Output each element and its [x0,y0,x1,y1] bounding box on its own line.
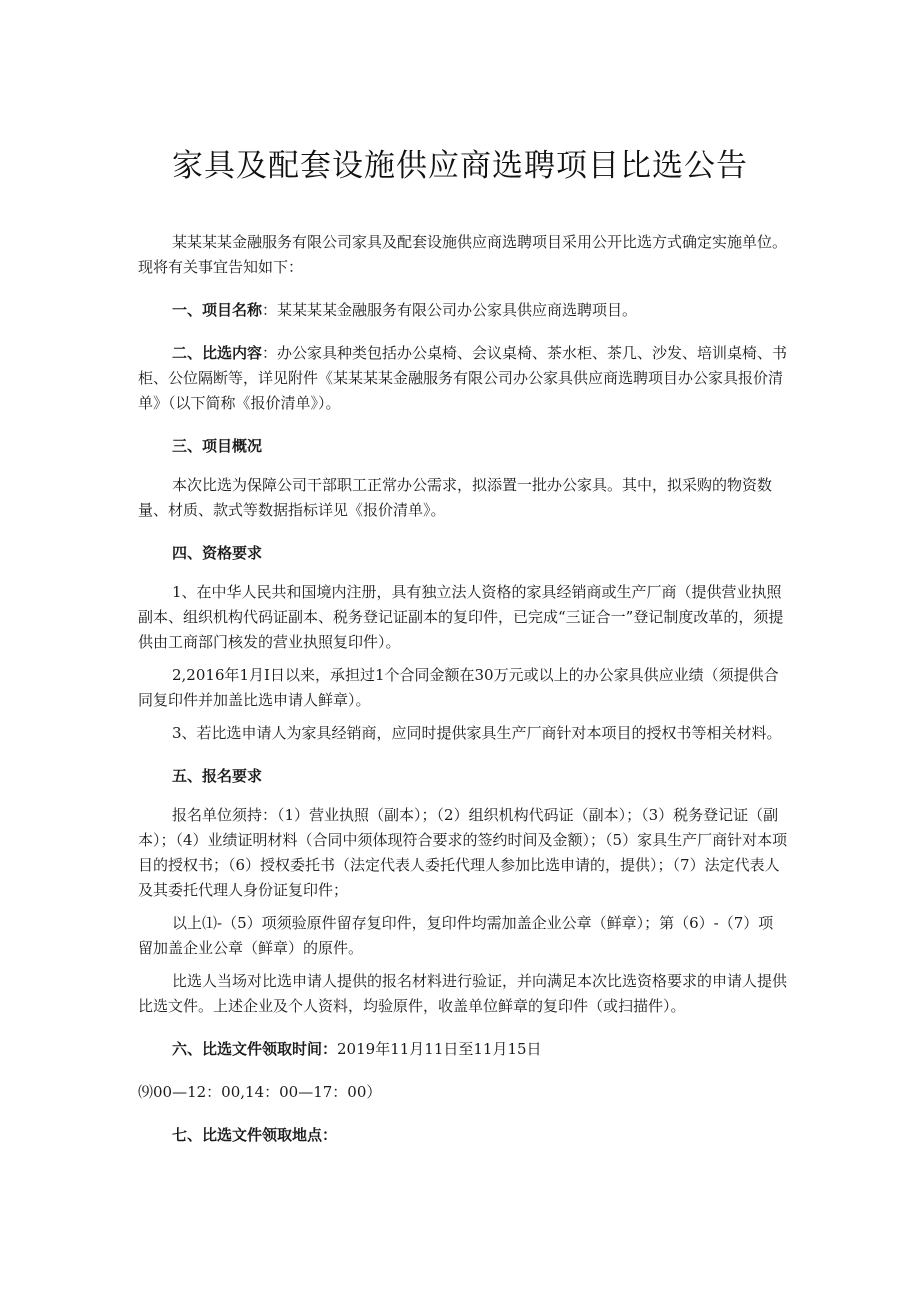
section-qualification-heading-text: 四、资格要求 [172,544,263,562]
section-project-name-text: ：某某某某金融服务有限公司办公家具供应商选聘项目。 [262,301,638,319]
section-project-name [138,298,788,323]
section-collection-time-label: 六、比选文件领取时间： [172,1040,338,1058]
section-overview-heading [138,434,788,459]
qualification-item-2: 2,2016年1月I日以来，承担过1个合同金额在30万元或以上的办公家具供应业绩（须提供合同复印件并加盖比选申请人鲜章）。 [138,666,779,709]
registration-paragraph-2: 以上⑴-（5）项须验原件留存复印件，复印件均需加盖企业公章（鲜章）；第（6）-（7）项留加盖企业公章（鲜章）的原件。 [138,914,774,957]
section-project-name-label: 一、项目名称 [172,301,263,319]
document-body [138,230,788,1148]
section-collection-place [138,1123,788,1148]
intro-paragraph: 某某某某金融服务有限公司家具及配套设施供应商选聘项目采用公开比选方式确定实施单位。现将有关事宜告知如下： [138,233,788,276]
registration-paragraph-3: 比选人当场对比选申请人提供的报名材料进行验证，并向满足本次比选资格要求的申请人提供比选文件。上述企业及个人资料，均验原件，收盖单位鲜章的复印件（或扫描件）。 [138,972,788,1015]
section-registration-heading [138,764,788,789]
collection-time-hours: ⑼00—12：00,14：00—17：00） [138,1083,382,1101]
section-selection-content-text: ：办公家具种类包括办公桌椅、会议桌椅、茶水柜、茶几、沙发、培训桌椅、书柜、公位隔断等，详见附件《某某某某金融服务有限公司办公家具供应商选聘项目办公家具报价清单》（以下简称《报价清单》）。 [138,344,788,412]
section-collection-time [138,1037,788,1062]
section-registration-heading-text: 五、报名要求 [172,767,263,785]
section-collection-place-label: 七、比选文件领取地点： [172,1126,338,1144]
registration-paragraph-1: 报名单位须持：（1）营业执照（副本）；（2）组织机构代码证（副本）；（3）税务登记证（副本）；（4）业绩证明材料（合同中须体现符合要求的签约时间及金额）；（5）家具生产厂商针对本项目的授权书；（6）授权委托书（法定代表人委托代理人参加比选申请的，提供）；（7）法定代表人及其委托代理人身份证复印件； [138,806,788,899]
section-selection-content [138,341,788,416]
section-selection-content-label: 二、比选内容 [172,344,263,362]
qualification-item-3: 3、若比选申请人为家具经销商，应同时提供家具生产厂商针对本项目的授权书等相关材料。 [172,724,782,742]
section-overview-text: 本次比选为保障公司干部职工正常办公需求，拟添置一批办公家具。其中，拟采购的物资数量、材质、款式等数据指标详见《报价清单》。 [138,476,773,519]
document-title: 家具及配套设施供应商选聘项目比选公告 [172,148,748,184]
section-qualification-heading [138,541,788,566]
section-overview-heading-text: 三、项目概况 [172,437,263,455]
section-collection-time-text: 2019年11月11日至11月15日 [337,1040,542,1058]
qualification-item-1: 1、在中华人民共和国境内注册，具有独立法人资格的家具经销商或生产厂商（提供营业执照副本、组织机构代码证副本、税务登记证副本的复印件，已完成“三证合一”登记制度改革的，须提供由工商部门核发的营业执照复印件）。 [138,583,784,651]
